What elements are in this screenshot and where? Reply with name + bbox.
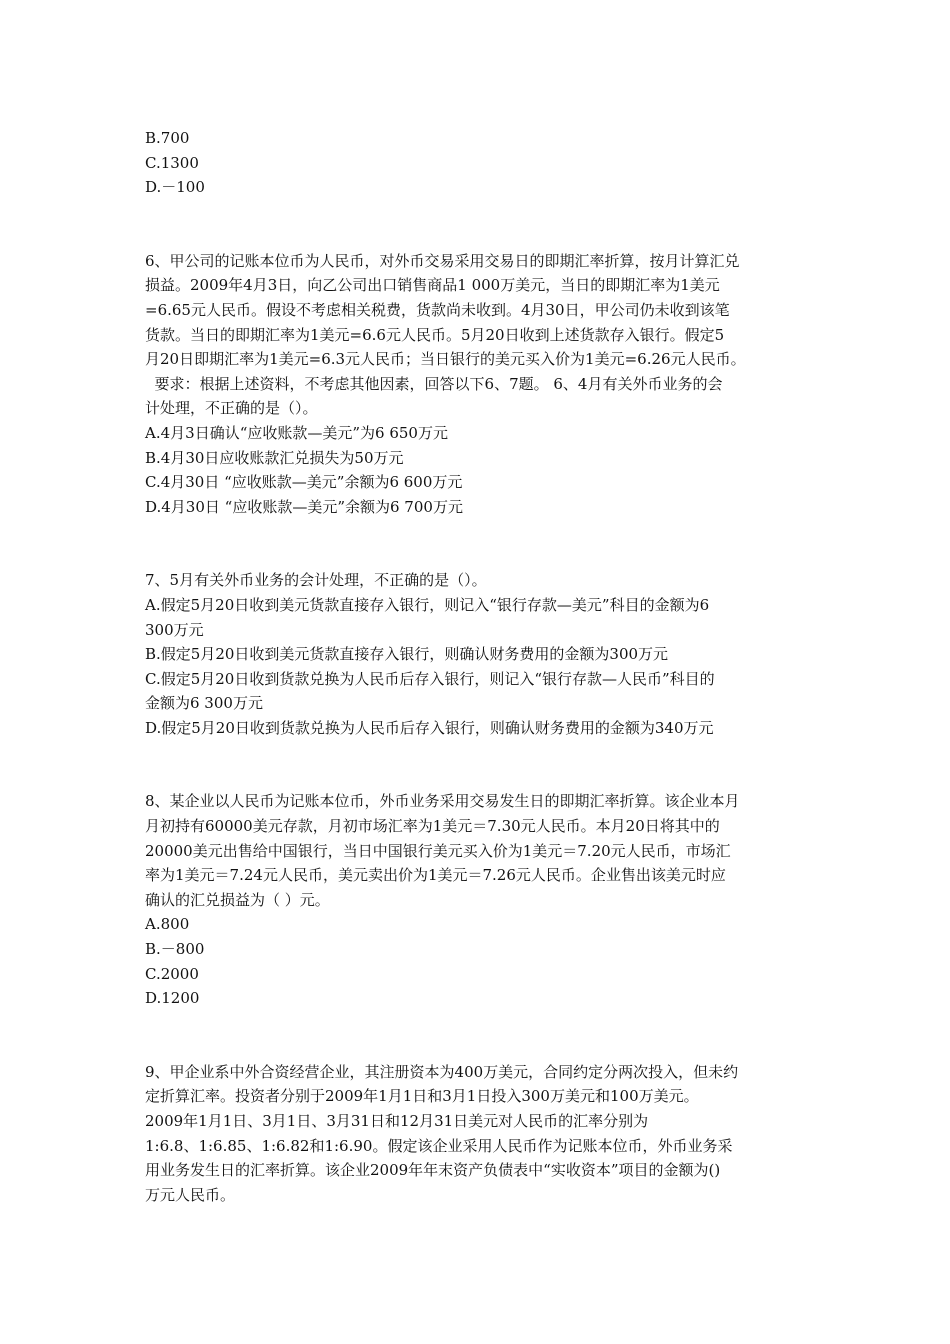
question-text-line: 货款。当日的即期汇率为1美元=6.6元人民币。5月20日收到上述货款存入银行。假定5 — [145, 325, 725, 344]
question-text-line: 损益。2009年4月3日，向乙公司出口销售商品1 000万美元，当日的即期汇率为1美元 — [145, 276, 720, 295]
option-b: B.－800 — [145, 940, 205, 959]
option-c-continued: 金额为6 300万元 — [145, 694, 263, 713]
option-b: B.假定5月20日收到美元货款直接存入银行，则确认财务费用的金额为300万元 — [145, 645, 669, 664]
question-text-line: =6.65元人民币。假设不考虑相关税费，货款尚未收到。4月30日，甲公司仍未收到该笔 — [145, 300, 730, 319]
question-6 — [145, 249, 813, 520]
question-text-line: 月初持有60000美元存款，月初市场汇率为1美元＝7.30元人民币。本月20日将其中的 — [145, 817, 720, 836]
question-text-line: 要求：根据上述资料，不考虑其他因素，回答以下6、7题。 6、4月有关外币业务的会 — [145, 374, 723, 393]
question-text-line: 6、甲公司的记账本位币为人民币，对外币交易采用交易日的即期汇率折算，按月计算汇兑 — [145, 251, 740, 270]
option-c: C.假定5月20日收到货款兑换为人民币后存入银行，则记入“银行存款—人民币”科目的 — [145, 669, 715, 688]
question-text-line: 月20日即期汇率为1美元=6.3元人民币；当日银行的美元买入价为1美元=6.26元人民币。 — [145, 350, 746, 369]
question-text-line: 计处理，不正确的是（）。 — [145, 399, 318, 418]
question-text-line: 2009年1月1日、3月1日、3月31日和12月31日美元对人民币的汇率分别为 — [145, 1112, 649, 1130]
question-7 — [145, 568, 813, 740]
document-page — [145, 126, 813, 1207]
question-text-line: 8、某企业以人民币为记账本位币，外币业务采用交易发生日的即期汇率折算。该企业本月 — [145, 792, 740, 811]
spacer — [145, 740, 813, 789]
option-b: B.4月30日应收账款汇兑损失为50万元 — [145, 448, 404, 467]
spacer — [145, 1011, 813, 1060]
option-d: D.－100 — [145, 178, 205, 197]
option-a: A.800 — [145, 915, 190, 934]
option-c: C.1300 — [145, 153, 199, 172]
option-c: C.4月30日 “应收账款—美元”余额为6 600万元 — [145, 473, 463, 492]
option-d: D.1200 — [145, 989, 200, 1008]
question-8 — [145, 789, 813, 1010]
option-a: A.4月3日确认“应收账款—美元”为6 650万元 — [145, 423, 448, 442]
option-d: D.假定5月20日收到货款兑换为人民币后存入银行，则确认财务费用的金额为340万元 — [145, 718, 714, 737]
question-text-line: 7、5月有关外币业务的会计处理，不正确的是（）。 — [145, 571, 487, 590]
option-c: C.2000 — [145, 964, 199, 983]
question-text-line: 1:6.8、1:6.85、1:6.82和1:6.90。假定该企业采用人民币作为记账本位币，外币业务采 — [145, 1136, 733, 1155]
question-text-line: 率为1美元＝7.24元人民币，美元卖出价为1美元＝7.26元人民币。企业售出该美元时应 — [145, 866, 726, 885]
question-text-line: 确认的汇兑损益为（ ）元。 — [145, 890, 330, 909]
question-text-line: 万元人民币。 — [145, 1185, 236, 1204]
option-b: B.700 — [145, 129, 190, 147]
option-a: A.假定5月20日收到美元货款直接存入银行，则记入“银行存款—美元”科目的金额为6 — [145, 595, 710, 614]
spacer — [145, 519, 813, 568]
option-d: D.4月30日 “应收账款—美元”余额为6 700万元 — [145, 497, 463, 516]
question-text-line: 定折算汇率。投资者分别于2009年1月1日和3月1日投入300万美元和100万美元。 — [145, 1087, 699, 1106]
question-text-line: 9、甲企业系中外合资经营企业，其注册资本为400万美元，合同约定分两次投入，但未约 — [145, 1062, 739, 1081]
question-text-line: 用业务发生日的汇率折算。该企业2009年年末资产负债表中“实收资本”项目的金额为() — [145, 1161, 721, 1180]
previous-question-options — [145, 126, 813, 200]
question-9 — [145, 1060, 813, 1208]
option-a-continued: 300万元 — [145, 620, 204, 639]
spacer — [145, 200, 813, 249]
question-text-line: 20000美元出售给中国银行，当日中国银行美元买入价为1美元＝7.20元人民币，市场汇 — [145, 841, 731, 860]
